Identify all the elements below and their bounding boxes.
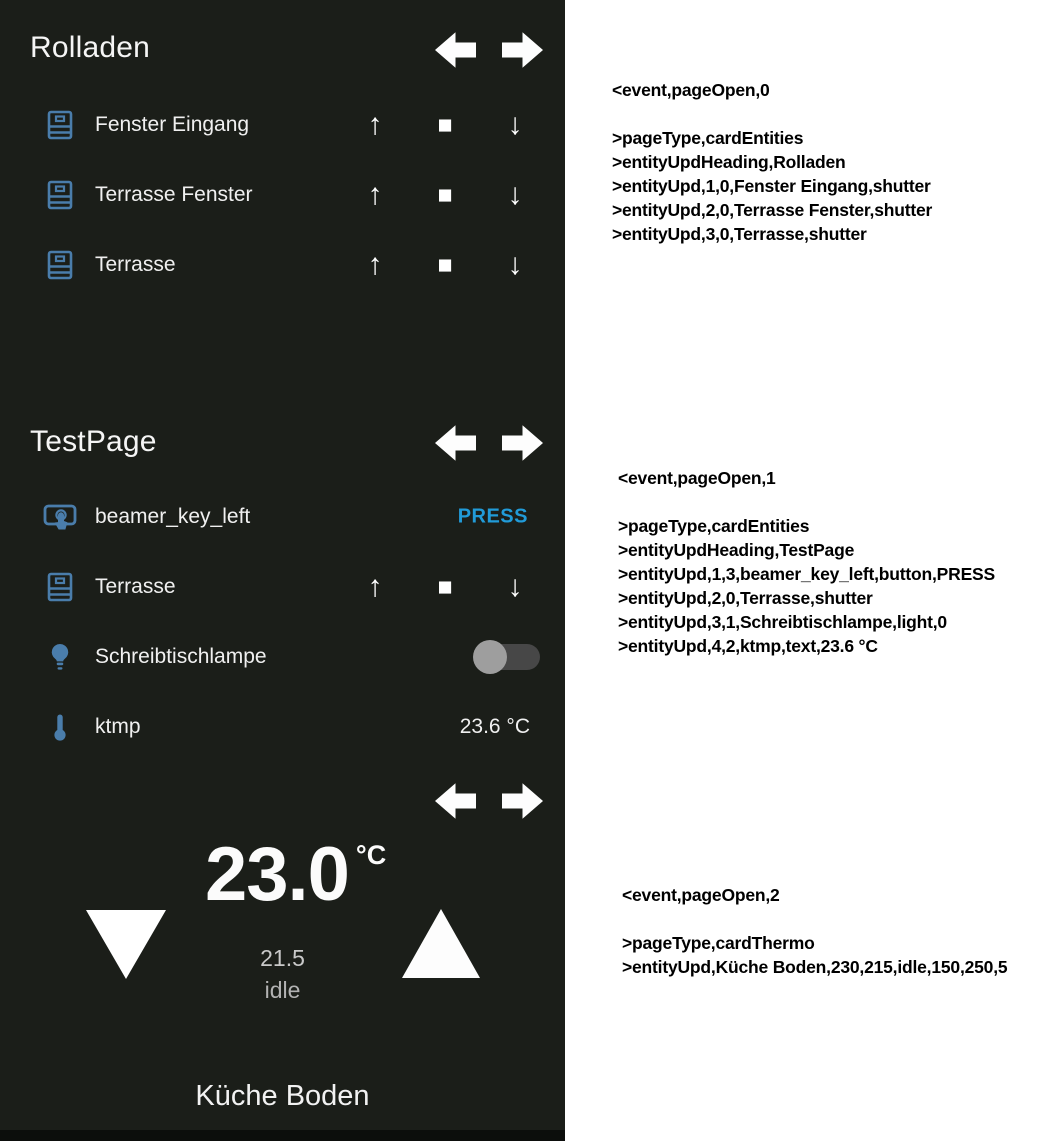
log-line — [612, 102, 932, 126]
log-line — [622, 907, 1007, 931]
log-line: >pageType,cardEntities — [612, 128, 804, 148]
log-line: <event,pageOpen,0 — [612, 80, 770, 100]
light-toggle[interactable] — [476, 644, 540, 670]
current-temperature — [205, 832, 387, 917]
page-title-rolladen: Rolladen — [30, 31, 151, 64]
window-shutter-icon — [42, 109, 78, 141]
shutter-stop-button[interactable]: ■ — [437, 181, 453, 209]
entity-row — [0, 230, 565, 300]
entity-label: Terrasse — [95, 253, 176, 276]
log-line: >pageType,cardEntities — [618, 516, 810, 536]
window-shutter-icon — [42, 179, 78, 211]
log-line: <event,pageOpen,2 — [622, 885, 780, 905]
page-nav-arrows — [435, 31, 543, 69]
current-temperature-value: 23.0 — [205, 832, 349, 917]
shutter-down-button[interactable]: ↓ — [507, 248, 523, 281]
entity-row — [0, 692, 565, 762]
log-block-page0 — [612, 78, 932, 246]
shutter-stop-button[interactable]: ■ — [437, 573, 453, 601]
entity-label: Terrasse — [95, 575, 176, 598]
nav-right-arrow-icon[interactable] — [502, 782, 543, 820]
shutter-up-button[interactable]: ↑ — [367, 248, 383, 281]
thermostat-room-name: Küche Boden — [195, 1080, 370, 1112]
log-line: <event,pageOpen,1 — [618, 468, 776, 488]
hvac-state: idle — [264, 977, 301, 1003]
log-block-page1 — [618, 466, 995, 658]
page-nav-arrows — [435, 782, 543, 820]
nav-left-arrow-icon[interactable] — [435, 31, 476, 69]
gesture-tap-button-icon — [42, 501, 78, 533]
thermometer-icon — [42, 711, 78, 743]
log-line: >entityUpd,2,0,Terrasse,shutter — [618, 588, 873, 608]
log-line: >entityUpd,3,1,Schreibtischlampe,light,0 — [618, 612, 947, 632]
nav-left-arrow-icon[interactable] — [435, 782, 476, 820]
sensor-value: 23.6 °C — [459, 715, 530, 738]
log-line: >entityUpd,2,0,Terrasse Fenster,shutter — [612, 200, 933, 220]
log-block-page2 — [622, 883, 1007, 979]
shutter-down-button[interactable]: ↓ — [507, 570, 523, 603]
window-shutter-icon — [42, 571, 78, 603]
window-shutter-icon — [42, 249, 78, 281]
nav-left-arrow-icon[interactable] — [435, 424, 476, 462]
press-button[interactable]: PRESS — [457, 505, 528, 528]
entity-label: Fenster Eingang — [95, 113, 250, 136]
log-line: >entityUpd,4,2,ktmp,text,23.6 °C — [618, 636, 878, 656]
log-line: >entityUpd,1,0,Fenster Eingang,shutter — [612, 176, 931, 196]
entity-label: Terrasse Fenster — [95, 183, 253, 206]
nav-right-arrow-icon[interactable] — [502, 424, 543, 462]
page-title-testpage: TestPage — [30, 425, 157, 458]
entity-row — [0, 482, 565, 552]
entity-row — [0, 90, 565, 160]
log-line: >entityUpd,3,0,Terrasse,shutter — [612, 224, 867, 244]
temperature-unit: °C — [355, 840, 387, 870]
entity-label: beamer_key_left — [95, 505, 251, 528]
entity-row — [0, 160, 565, 230]
target-setpoint: 21.5 — [260, 945, 305, 971]
protocol-log-column — [565, 0, 1045, 1141]
lightbulb-icon — [42, 641, 78, 673]
shutter-stop-button[interactable]: ■ — [437, 251, 453, 279]
nav-right-arrow-icon[interactable] — [502, 31, 543, 69]
entity-label: ktmp — [95, 715, 141, 738]
page-nav-arrows — [435, 424, 543, 462]
shutter-up-button[interactable]: ↑ — [367, 178, 383, 211]
entity-label: Schreibtischlampe — [95, 645, 267, 668]
log-line: >entityUpd,1,3,beamer_key_left,button,PRESS — [618, 564, 995, 584]
shutter-stop-button[interactable]: ■ — [437, 111, 453, 139]
entity-row — [0, 552, 565, 622]
screen-bottom-bezel — [0, 1130, 565, 1141]
shutter-up-button[interactable]: ↑ — [367, 108, 383, 141]
toggle-knob — [473, 640, 507, 674]
entity-row — [0, 622, 565, 692]
log-line: >entityUpdHeading,Rolladen — [612, 152, 846, 172]
log-line — [618, 490, 995, 514]
log-line: >pageType,cardThermo — [622, 933, 815, 953]
shutter-up-button[interactable]: ↑ — [367, 570, 383, 603]
shutter-down-button[interactable]: ↓ — [507, 178, 523, 211]
log-line: >entityUpd,Küche Boden,230,215,idle,150,250,5 — [622, 957, 1008, 977]
shutter-down-button[interactable]: ↓ — [507, 108, 523, 141]
log-line: >entityUpdHeading,TestPage — [618, 540, 855, 560]
